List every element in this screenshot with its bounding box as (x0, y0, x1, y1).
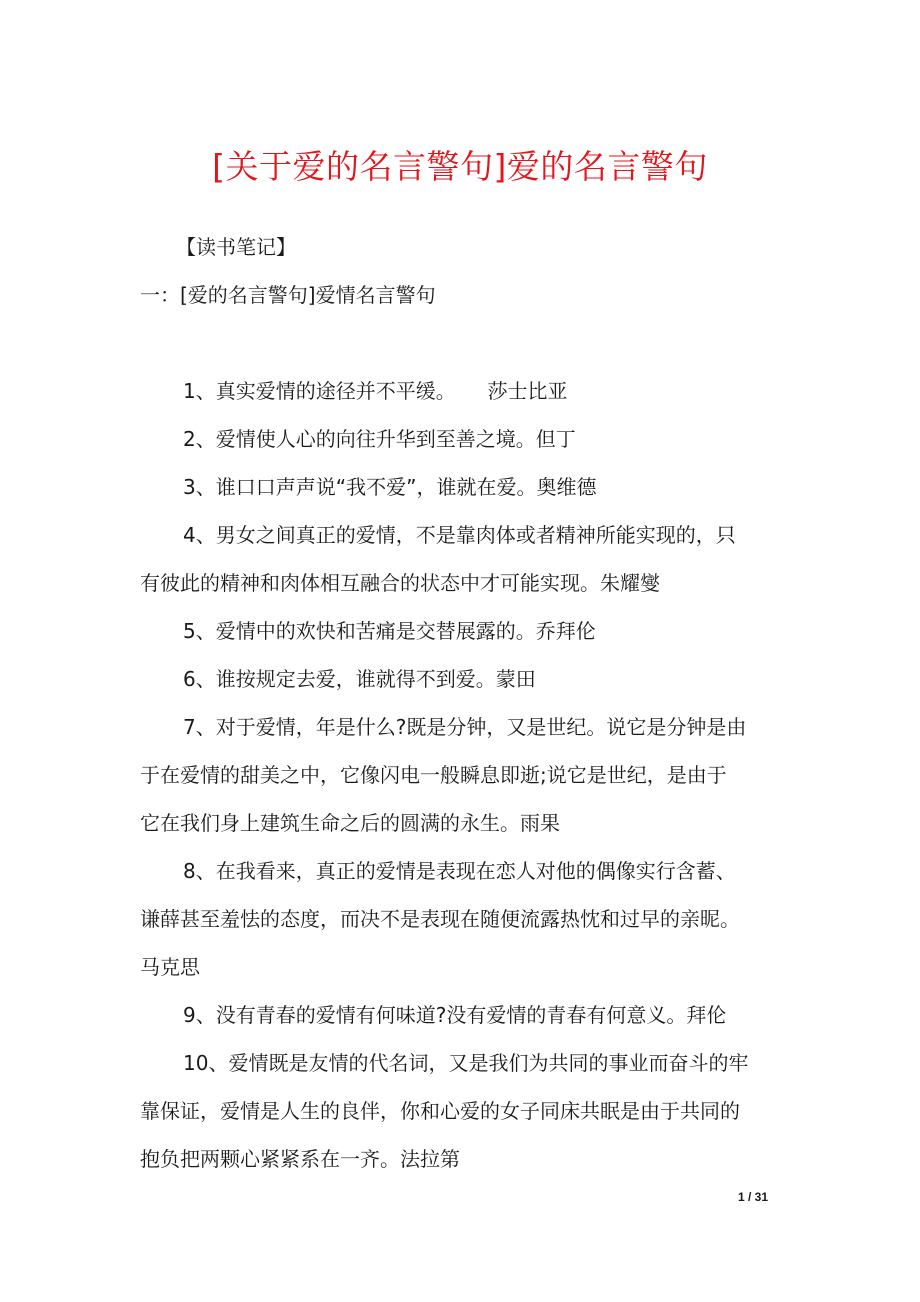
paragraph-line: 于在爱情的甜美之中，它像闪电一般瞬息即逝;说它是世纪，是由于 (140, 763, 727, 787)
paragraph-line: 9、没有青春的爱情有何味道?没有爱情的青春有何意义。拜伦 (183, 1003, 727, 1027)
paragraph-line: 2、爱情使人心的向往升华到至善之境。但丁 (183, 427, 576, 451)
paragraph-line: 6、谁按规定去爱，谁就得不到爱。蒙田 (183, 667, 536, 691)
paragraph-line: 靠保证，爱情是人生的良伴，你和心爱的女子同床共眠是由于共同的 (140, 1099, 740, 1123)
paragraph-line: 4、男女之间真正的爱情，不是靠肉体或者精神所能实现的，只 (183, 523, 736, 547)
document-title: [关于爱的名言警句]爱的名言警句 (212, 147, 708, 186)
paragraph-line: 7、对于爱情，年是什么?既是分钟，又是世纪。说它是分钟是由 (183, 715, 747, 739)
page-indicator: 1 / 31 (738, 1190, 769, 1204)
paragraph-line: 谦薛甚至羞怯的态度，而决不是表现在随便流露热忱和过早的亲昵。 (140, 907, 740, 931)
section-heading: 一：[爱的名言警句]爱情名言警句 (140, 283, 436, 307)
paragraph-line: 10、爱情既是友情的代名词，又是我们为共同的事业而奋斗的牢 (183, 1051, 749, 1075)
paragraph-line: 5、爱情中的欢快和苦痛是交替展露的。乔拜伦 (183, 619, 596, 643)
paragraph-line: 马克思 (140, 955, 200, 979)
paragraph-line: 8、在我看来，真正的爱情是表现在恋人对他的偶像实行含蓄、 (183, 859, 736, 883)
paragraph-line: 它在我们身上建筑生命之后的圆满的永生。雨果 (140, 811, 560, 835)
paragraph-line: 3、谁口口声声说“我不爱”，谁就在爱。奥维德 (183, 475, 597, 499)
section-tag: 【读书笔记】 (176, 235, 296, 259)
paragraph-line: 1、真实爱情的途径并不平缓。 莎士比亚 (183, 379, 568, 403)
paragraph-line: 抱负把两颗心紧紧系在一齐。法拉第 (140, 1147, 460, 1171)
paragraph-line: 有彼此的精神和肉体相互融合的状态中才可能实现。朱耀燮 (140, 571, 660, 595)
